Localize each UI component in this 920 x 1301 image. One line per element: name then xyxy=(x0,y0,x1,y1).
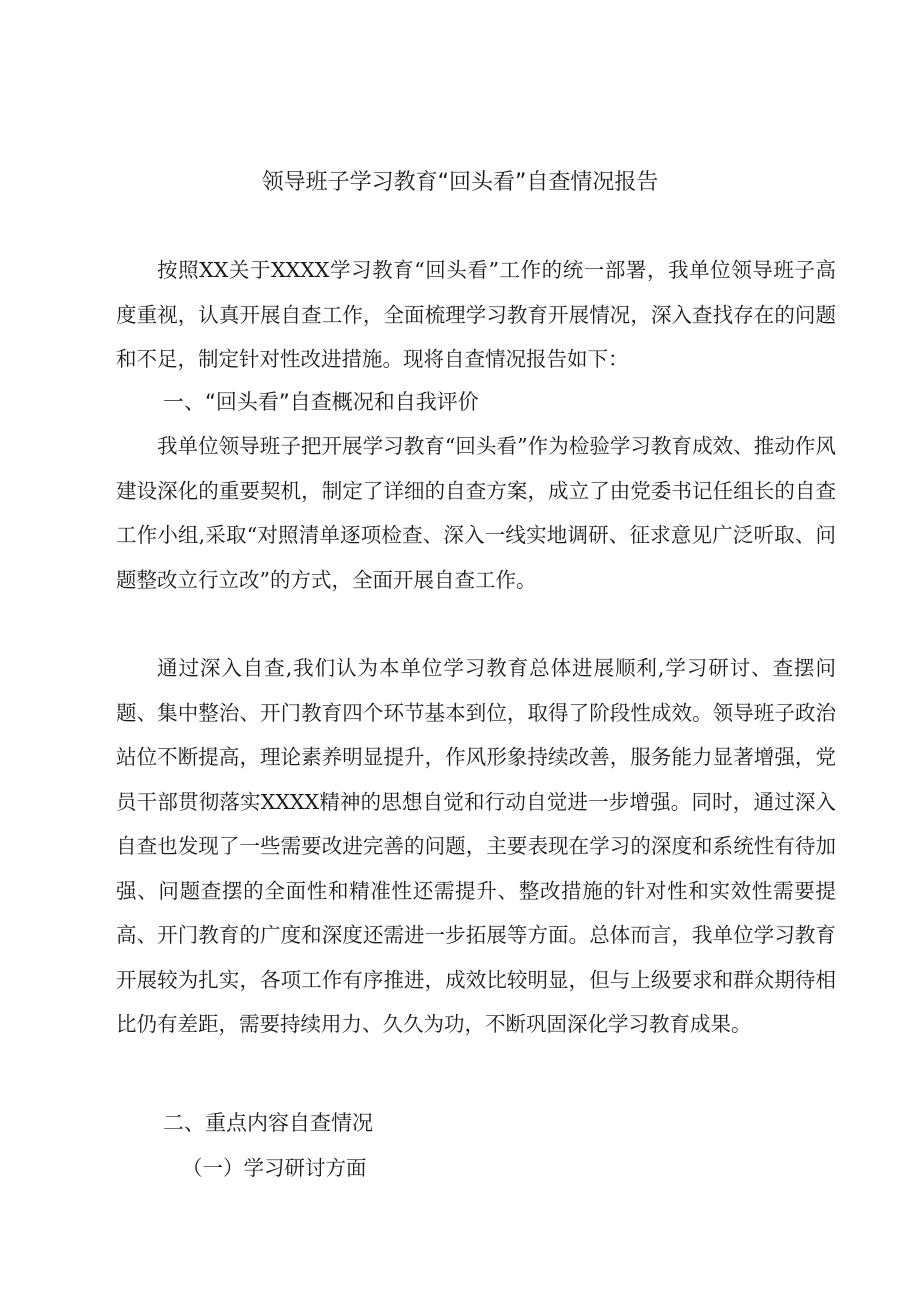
section-2-heading: 二、重点内容自查情况 xyxy=(163,1111,373,1135)
section-1-paragraph-1: 我单位领导班子把开展学习教育“回头看”作为检验学习教育成效、推动作风建设深化的重要契机，制定了详细的自查方案，成立了由党委书记任组长的自查工作小组,采取“对照清单逐项检查、深入一线实地调研、征求意见广泛听取、问题整改立行立改”的方式，全面开展自查工作。 xyxy=(116,434,836,592)
section-1-heading: 一、“回头看”自查概况和自我评价 xyxy=(163,390,479,414)
section-2-subheading: （一）学习研讨方面 xyxy=(182,1156,367,1180)
document-title: 领导班子学习教育“回头看”自查情况报告 xyxy=(261,170,659,195)
intro-paragraph: 按照XX关于XXXX学习教育“回头看”工作的统一部署，我单位领导班子高度重视，认真开展自查工作，全面梳理学习教育开展情况，深入查找存在的问题和不足，制定针对性改进措施。现将自查情况报告如下： xyxy=(116,258,836,371)
section-1-paragraph-2: 通过深入自查,我们认为本单位学习教育总体进展顺利,学习研讨、查摆问题、集中整治、开门教育四个环节基本到位，取得了阶段性成效。领导班子政治站位不断提高，理论素养明显提升，作风形象持续改善，服务能力显著增强，党员干部贯彻落实XXXX精神的思想自觉和行动自觉进一步增强。同时，通过深入自查也发现了一些需要改进完善的问题，主要表现在学习的深度和系统性有待加强、问题查摆的全面性和精准性还需提升、整改措施的针对性和实效性需要提高、开门教育的广度和深度还需进一步拓展等方面。总体而言，我单位学习教育开展较为扎实，各项工作有序推进，成效比较明显，但与上级要求和群众期待相比仍有差距，需要持续用力、久久为功，不断巩固深化学习教育成果。 xyxy=(116,656,836,1036)
